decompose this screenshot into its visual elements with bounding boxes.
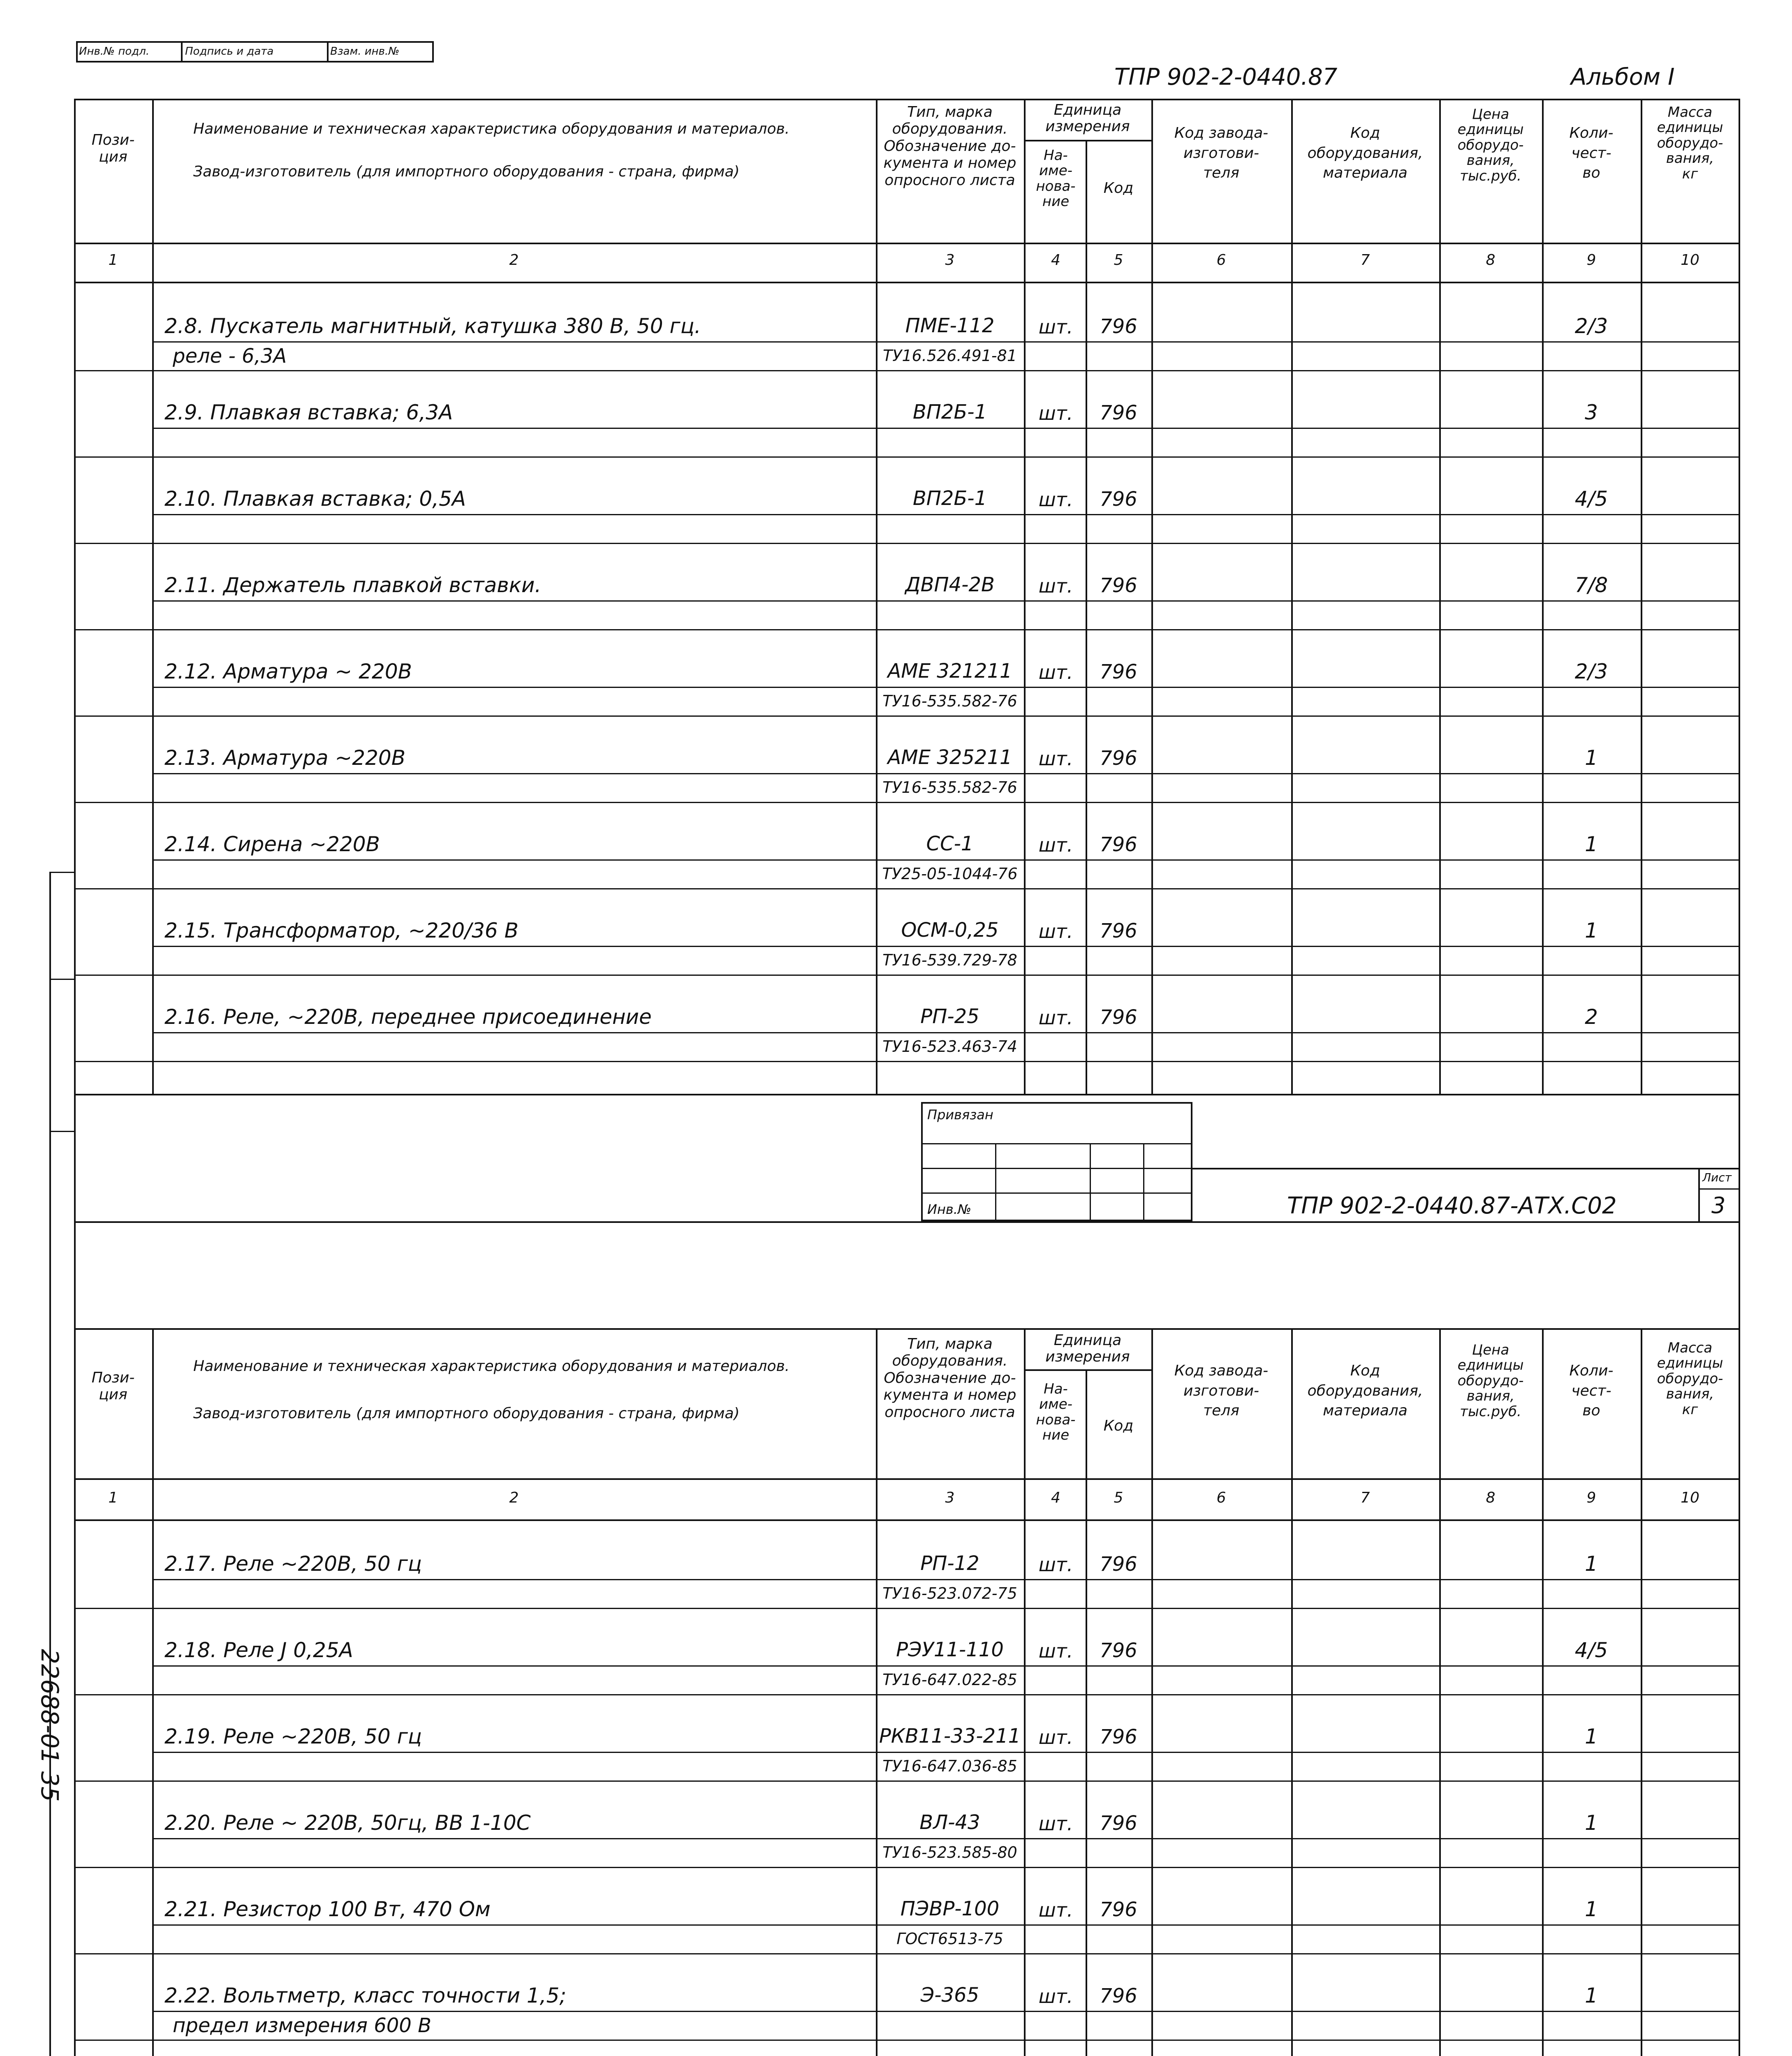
- item-qty: 4/5: [1574, 487, 1608, 511]
- item-name: 2.19. Реле ~220В, 50 гц: [164, 1725, 422, 1748]
- row-separator: [74, 543, 1740, 544]
- colnum-bottom: [74, 1519, 1740, 1521]
- item-unit: шт.: [1038, 316, 1073, 338]
- colnum-3: 3: [945, 1489, 955, 1506]
- colnum-3: 3: [945, 252, 955, 269]
- sheet-1-sheet-label: Лист: [1702, 1171, 1732, 1184]
- item-unit: шт.: [1038, 661, 1073, 683]
- privyazan-label: Привязан: [927, 1107, 993, 1123]
- header-mass: Масса единицы оборудо- вания, кг: [1657, 104, 1723, 182]
- stamp-line: [1090, 1143, 1091, 1221]
- item-sub-type: ТУ16.526.491-81: [882, 347, 1017, 365]
- stamp-line: [921, 1168, 1192, 1169]
- col-line: [876, 99, 877, 1094]
- col-line: [876, 1328, 877, 2056]
- colnum-bottom: [74, 282, 1740, 283]
- row-underline: [152, 859, 1740, 861]
- item-unit-code: 796: [1100, 833, 1137, 856]
- item-qty: 3: [1585, 401, 1598, 424]
- item-unit-code: 796: [1100, 1898, 1137, 1921]
- row-underline: [152, 2011, 1740, 2012]
- colnum-6: 6: [1216, 252, 1226, 269]
- header-mfr: Код завода- изготови- теля: [1174, 125, 1269, 182]
- row-underline: [152, 1579, 1740, 1580]
- colnum-10: 10: [1681, 1489, 1699, 1506]
- item-unit: шт.: [1038, 1813, 1073, 1835]
- item-sub-type: ТУ16-535.582-76: [882, 692, 1017, 710]
- item-type: РП-12: [920, 1552, 979, 1575]
- sheet-1-sheet-no: 3: [1711, 1192, 1726, 1218]
- row-underline: [152, 514, 1740, 515]
- header-code: Код оборудования, материала: [1307, 125, 1423, 182]
- inv-label: Инв.№: [927, 1202, 972, 1217]
- stamp-divider: [327, 41, 329, 63]
- row-separator: [74, 802, 1740, 803]
- row-underline: [152, 428, 1740, 429]
- row-underline: [152, 687, 1740, 688]
- item-type: РЭУ11-110: [896, 1638, 1004, 1661]
- col-line: [1291, 1328, 1293, 2056]
- colnum-5: 5: [1114, 1489, 1123, 1506]
- item-unit: шт.: [1038, 1985, 1073, 2007]
- col-line: [1439, 99, 1441, 1094]
- table-bottom: [74, 1094, 1740, 1095]
- header-code: Код оборудования, материала: [1307, 1362, 1423, 1419]
- col-line: [1151, 99, 1153, 1094]
- stamp-line: [995, 1143, 996, 1221]
- row-underline: [152, 773, 1740, 774]
- item-unit: шт.: [1038, 1554, 1073, 1576]
- col-line: [1291, 99, 1293, 1094]
- col-line: [1542, 99, 1544, 1094]
- row-underline: [152, 1665, 1740, 1667]
- header-bottom: [74, 243, 1740, 244]
- item-unit: шт.: [1038, 489, 1073, 511]
- sheet-1-title: ТПР 902-2-0440.87-АТХ.С02: [1287, 1192, 1617, 1219]
- header-price: Цена единицы оборудо- вания, тыс.руб.: [1457, 1342, 1524, 1420]
- header-name-2: Завод-изготовитель (для импортного оборудования - страна, фирма): [193, 163, 740, 180]
- item-type: ПМЕ-112: [905, 314, 995, 337]
- header-bottom: [74, 1478, 1740, 1480]
- item-unit-code: 796: [1100, 919, 1137, 942]
- item-unit-code: 796: [1100, 1553, 1137, 1576]
- header-unit-name: На- име- нова- ние: [1036, 1381, 1076, 1444]
- item-qty: 1: [1585, 832, 1598, 856]
- item-unit: шт.: [1038, 1640, 1073, 1662]
- item-unit-code: 796: [1100, 1984, 1137, 2007]
- item-unit: шт.: [1038, 748, 1073, 770]
- item-type: ВП2Б-1: [912, 401, 987, 424]
- item-name: 2.21. Резистор 100 Вт, 470 Ом: [164, 1897, 491, 1921]
- colnum-7: 7: [1360, 1489, 1370, 1506]
- row-separator: [74, 370, 1740, 371]
- item-name: 2.22. Вольтметр, класс точности 1,5;: [164, 1984, 567, 2007]
- col-line: [1641, 1328, 1642, 2056]
- col-line: [1439, 1328, 1441, 2056]
- item-type: РКВ11-33-211: [879, 1725, 1021, 1748]
- colnum-4: 4: [1051, 252, 1060, 269]
- item-unit-code: 796: [1100, 747, 1137, 770]
- item-sub-type: ТУ25-05-1044-76: [882, 865, 1018, 883]
- row-separator: [74, 1608, 1740, 1609]
- row-underline: [152, 946, 1740, 947]
- colnum-1: 1: [108, 1489, 118, 1506]
- header-type: Тип, марка оборудования. Обозначение до- кумента и номер опросного листа: [883, 1336, 1016, 1421]
- item-sub-type: ГОСТ6513-75: [896, 1930, 1003, 1948]
- header-mfr: Код завода- изготови- теля: [1174, 1362, 1269, 1419]
- item-unit: шт.: [1038, 402, 1073, 424]
- colnum-5: 5: [1114, 252, 1123, 269]
- row-separator: [74, 1780, 1740, 1782]
- item-unit-code: 796: [1100, 1639, 1137, 1662]
- colnum-4: 4: [1051, 1489, 1060, 1506]
- item-name: 2.12. Арматура ~ 220В: [164, 660, 412, 683]
- title-line: [1698, 1168, 1700, 1221]
- item-unit-code: 796: [1100, 1006, 1137, 1029]
- item-qty: 2: [1585, 1005, 1598, 1029]
- item-name: 2.15. Трансформатор, ~220/36 В: [164, 919, 519, 942]
- item-unit-code: 796: [1100, 1725, 1137, 1748]
- stamp-line: [921, 1192, 1192, 1194]
- stamp-divider: [181, 41, 183, 63]
- item-unit-code: 796: [1100, 401, 1137, 424]
- row-separator: [74, 629, 1740, 630]
- header-type: Тип, марка оборудования. Обозначение до- кумента и номер опросного листа: [883, 104, 1016, 189]
- sheet-divider: [74, 1328, 1740, 1330]
- colnum-10: 10: [1681, 252, 1699, 269]
- header-pos: Пози- ция: [91, 1369, 135, 1403]
- row-separator: [74, 1953, 1740, 1954]
- col-line: [152, 1328, 154, 2056]
- row-underline: [152, 1032, 1740, 1033]
- header-unit: Единица измерения: [1045, 102, 1130, 135]
- row-separator: [74, 1694, 1740, 1695]
- header-name-1: Наименование и техническая характеристика оборудования и материалов.: [193, 120, 790, 137]
- item-sub-type: ТУ16-647.036-85: [882, 1757, 1017, 1775]
- item-name: 2.20. Реле ~ 220В, 50гц, ВВ 1-10С: [164, 1811, 531, 1835]
- col-line: [1542, 1328, 1544, 2056]
- item-name: 2.18. Реле J 0,25А: [164, 1638, 353, 1662]
- row-underline: [152, 600, 1740, 602]
- title-line: [1192, 1168, 1740, 1169]
- header-name-2: Завод-изготовитель (для импортного оборудования - страна, фирма): [193, 1405, 740, 1422]
- item-unit-code: 796: [1100, 660, 1137, 683]
- colnum-6: 6: [1216, 1489, 1226, 1506]
- colnum-8: 8: [1486, 1489, 1496, 1506]
- item-name: 2.8. Пускатель магнитный, катушка 380 В, 50 гц.: [164, 314, 701, 338]
- item-sub-name: реле - 6,3А: [173, 345, 287, 368]
- item-qty: 1: [1585, 1725, 1598, 1748]
- item-name: 2.17. Реле ~220В, 50 гц: [164, 1552, 422, 1576]
- item-unit-code: 796: [1100, 574, 1137, 597]
- row-separator: [74, 888, 1740, 889]
- item-sub-name: предел измерения 600 В: [173, 2014, 432, 2037]
- item-unit: шт.: [1038, 1726, 1073, 1748]
- item-type: РП-25: [920, 1005, 979, 1028]
- item-unit: шт.: [1038, 1899, 1073, 1921]
- album-label: Альбом I: [1571, 64, 1675, 90]
- colnum-9: 9: [1586, 252, 1596, 269]
- row-underline: [152, 1838, 1740, 1839]
- binding-tick: [49, 979, 74, 980]
- item-unit-code: 796: [1100, 315, 1137, 338]
- col-line: [152, 99, 154, 1094]
- header-mass: Масса единицы оборудо- вания, кг: [1657, 1340, 1723, 1418]
- item-qty: 1: [1585, 919, 1598, 942]
- item-type: СС-1: [926, 832, 974, 855]
- item-sub-type: ТУ16-647.022-85: [882, 1671, 1017, 1689]
- item-qty: 2/3: [1574, 660, 1608, 683]
- row-underline: [152, 1752, 1740, 1753]
- header-name-1: Наименование и техническая характеристика оборудования и материалов.: [193, 1358, 790, 1375]
- side-number: 22688-01 35: [36, 1649, 64, 1802]
- item-type: ОСМ-0,25: [901, 919, 999, 942]
- header-unit-name: На- име- нова- ние: [1036, 147, 1076, 210]
- row-separator: [74, 1867, 1740, 1868]
- unit-split: [1024, 1369, 1151, 1371]
- col-line: [1024, 99, 1026, 1094]
- item-unit-code: 796: [1100, 1812, 1137, 1835]
- item-type: ПЭВР-100: [900, 1897, 1000, 1920]
- item-qty: 1: [1585, 746, 1598, 770]
- col-line: [1024, 1328, 1026, 2056]
- stamp-line: [1143, 1143, 1144, 1221]
- item-sub-type: ТУ16-523.463-74: [882, 1037, 1017, 1056]
- colnum-2: 2: [509, 252, 519, 269]
- vzam-label: Взам. инв.№: [330, 45, 400, 58]
- item-qty: 4/5: [1574, 1638, 1608, 1662]
- header-unit-code: Код: [1103, 1417, 1134, 1434]
- header-qty: Коли- чест- во: [1569, 125, 1614, 182]
- item-qty: 1: [1585, 1811, 1598, 1835]
- colnum-7: 7: [1360, 252, 1370, 269]
- item-sub-type: ТУ16-539.729-78: [882, 951, 1017, 969]
- item-type: ВП2Б-1: [912, 487, 987, 510]
- frame-top: [74, 99, 1740, 100]
- title-line: [1698, 1188, 1740, 1190]
- frame-right: [1739, 99, 1740, 2056]
- row-separator: [74, 975, 1740, 976]
- header-unit: Единица измерения: [1045, 1332, 1130, 1365]
- item-unit: шт.: [1038, 920, 1073, 942]
- item-name: 2.14. Сирена ~220В: [164, 832, 380, 856]
- row-separator: [74, 2040, 1740, 2041]
- item-type: Э-365: [920, 1984, 979, 2007]
- colnum-1: 1: [108, 252, 118, 269]
- item-name: 2.9. Плавкая вставка; 6,3А: [164, 401, 453, 424]
- item-type: АМЕ 321211: [887, 660, 1012, 683]
- colnum-2: 2: [509, 1489, 519, 1506]
- row-underline: [152, 1924, 1740, 1926]
- header-pos: Пози- ция: [91, 132, 135, 166]
- frame-left: [74, 99, 76, 2056]
- item-unit: шт.: [1038, 575, 1073, 597]
- row-underline: [152, 341, 1740, 343]
- col-line: [1641, 99, 1642, 1094]
- binding-strip: [49, 872, 51, 2056]
- item-qty: 1: [1585, 1984, 1598, 2007]
- item-qty: 1: [1585, 1897, 1598, 1921]
- item-qty: 7/8: [1574, 573, 1608, 597]
- row-separator: [74, 1061, 1740, 1062]
- item-qty: 2/3: [1574, 314, 1608, 338]
- item-sub-type: ТУ16-523.072-75: [882, 1584, 1017, 1602]
- item-type: ДВП4-2В: [905, 573, 995, 596]
- item-type: ВЛ-43: [919, 1811, 980, 1834]
- item-qty: 1: [1585, 1552, 1598, 1576]
- doc-code: ТПР 902-2-0440.87: [1114, 64, 1338, 90]
- row-separator: [74, 456, 1740, 458]
- stamp-line: [921, 1143, 1192, 1144]
- col-line: [1151, 1328, 1153, 2056]
- header-qty: Коли- чест- во: [1569, 1362, 1614, 1419]
- item-unit: шт.: [1038, 834, 1073, 856]
- colnum-8: 8: [1486, 252, 1496, 269]
- item-name: 2.13. Арматура ~220В: [164, 746, 406, 770]
- binding-tick: [49, 872, 74, 873]
- colnum-9: 9: [1586, 1489, 1596, 1506]
- unit-split: [1024, 140, 1151, 141]
- podpis-label: Подпись и дата: [185, 45, 274, 58]
- item-type: АМЕ 325211: [887, 746, 1012, 769]
- item-name: 2.10. Плавкая вставка; 0,5А: [164, 487, 466, 511]
- item-name: 2.11. Держатель плавкой вставки.: [164, 573, 542, 597]
- binding-tick: [49, 1131, 74, 1132]
- inv-podl-label: Инв.№ подл.: [79, 45, 150, 58]
- row-separator: [74, 715, 1740, 717]
- item-unit-code: 796: [1100, 488, 1137, 511]
- item-sub-type: ТУ16-535.582-76: [882, 778, 1017, 796]
- header-unit-code: Код: [1103, 180, 1134, 197]
- item-name: 2.16. Реле, ~220В, переднее присоединение: [164, 1005, 652, 1029]
- header-price: Цена единицы оборудо- вания, тыс.руб.: [1457, 106, 1524, 184]
- sheet-divider: [74, 1221, 1740, 1223]
- item-sub-type: ТУ16-523.585-80: [882, 1843, 1017, 1862]
- item-unit: шт.: [1038, 1007, 1073, 1029]
